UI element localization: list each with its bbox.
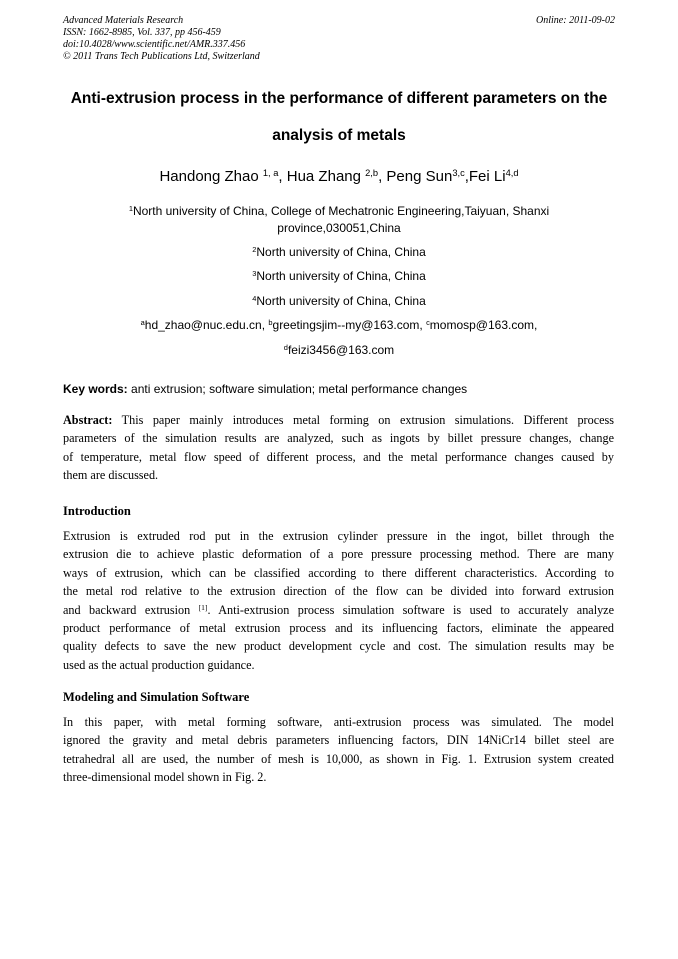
affiliation-sup: 3 bbox=[252, 268, 257, 278]
online-date: Online: 2011-09-02 bbox=[536, 15, 615, 26]
affiliation-sup: 1 bbox=[128, 203, 133, 213]
email-b: greetingsjim--my@163.com, bbox=[272, 318, 427, 332]
email-a: hd_zhao@nuc.edu.cn, bbox=[144, 318, 269, 332]
email-d: feizi3456@163.com bbox=[287, 343, 395, 357]
author-sup: 4,d bbox=[505, 167, 519, 178]
affiliation-sup: 2 bbox=[252, 244, 257, 254]
author-sup: 2,b bbox=[365, 167, 379, 178]
introduction-paragraph: Extrusion is extruded rod put in the extrusion cylinder pressure in the ingot, billet through the extrusion die to achieve plastic deformation of a pore pressure processing method. There are many ways of extrusion, which can be classified according to there different characteristics. According to the metal rod relative to the extrusion direction of the flow can be divided into forward extrusion and backward extrusion [1]. Anti-extrusion process simulation software is used to accurately analyze product performance of metal extrusion process and its influencing factors, eliminate the appeared quality defects to save the new product development cycle and cost. The simulation results may be used as the actual production guidance. bbox=[63, 529, 615, 672]
affiliation-2: $^2$North university of China, China bbox=[252, 244, 426, 259]
abstract-label: Abstract: bbox=[63, 413, 113, 427]
author-name: Fei Li bbox=[468, 168, 506, 185]
affiliation-4: $^4$North university of China, China bbox=[252, 293, 426, 308]
author-list bbox=[40, 168, 638, 185]
author-separator: , bbox=[278, 168, 287, 185]
modeling-paragraph: In this paper, with metal forming software, anti-extrusion process was simulated. The model ignored the gravity and metal debris parameters influencing factors, DIN 14NiCr14 billet steel are tetrahedral all are used, the number of mesh is 10,000, as shown in Fig. 1. Extrusion system created three-dimensional model shown in Fig. 2. bbox=[63, 715, 614, 785]
affiliation-1: $^1$North university of China, College of Mechatronic Engineering,Taiyuan, Shanxi bbox=[128, 203, 550, 218]
author-name: Peng Sun bbox=[386, 168, 453, 185]
journal-doi: doi:10.4028/www.scientific.net/AMR.337.456 bbox=[63, 39, 246, 50]
author-sup: 1, a bbox=[262, 167, 279, 178]
journal-header bbox=[63, 15, 260, 63]
paper-title-line-1: Anti-extrusion process in the performance of different parameters on the bbox=[70, 90, 608, 107]
author-separator: , bbox=[378, 168, 387, 185]
journal-copyright: © 2011 Trans Tech Publications Ltd, Switzerland bbox=[63, 51, 260, 62]
journal-issn: ISSN: 1662-8985, Vol. 337, pp 456-459 bbox=[63, 27, 221, 38]
paper-title-line-2: analysis of metals bbox=[272, 127, 406, 144]
keywords-text: anti extrusion; software simulation; metal performance changes bbox=[127, 382, 468, 396]
affiliation-sup: 4 bbox=[252, 293, 257, 303]
keywords bbox=[63, 382, 467, 396]
author-name: Hua Zhang bbox=[286, 168, 366, 185]
citation-ref: [1] bbox=[198, 602, 208, 612]
affiliation-3: $^3$North university of China, China bbox=[252, 268, 426, 283]
email-list-continued: $^d$feizi3456@163.com bbox=[283, 342, 395, 357]
email-c: momosp@163.com, bbox=[429, 318, 538, 332]
section-heading-modeling: Modeling and Simulation Software bbox=[63, 690, 250, 704]
abstract: Abstract: This paper mainly introduces metal forming on extrusion simulations. Different process parameters of the simulation results are analyzed, such as ingots by billet pressure changes, change of temperature, metal flow speed of different process, and the metal performance changes caused by them are discussed. bbox=[63, 413, 614, 483]
journal-name: Advanced Materials Research bbox=[63, 15, 184, 26]
affiliation-1-continued: province,030051,China bbox=[277, 221, 401, 235]
section-heading-introduction: Introduction bbox=[63, 504, 131, 518]
author-separator: , bbox=[464, 168, 469, 185]
keywords-label: Key words: bbox=[63, 382, 128, 396]
author-sup: 3,c bbox=[452, 167, 465, 178]
email-list: $^a$hd_zhao@nuc.edu.cn, $^b$greetingsjim--my@163.com, $^c$momosp@163.com, bbox=[140, 317, 538, 332]
author-name: Handong Zhao bbox=[159, 168, 263, 185]
